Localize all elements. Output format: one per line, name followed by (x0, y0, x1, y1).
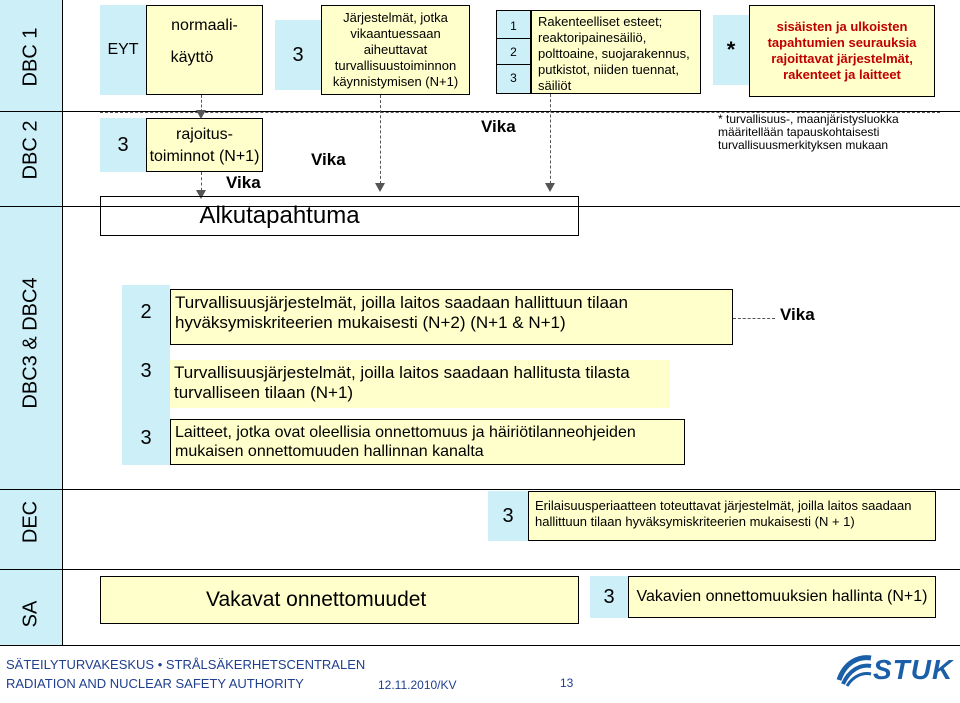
restrictive-functions-box (146, 118, 263, 172)
structural-barriers-box: Rakenteelliset esteet; reaktoripainesäiliö, polttoaine, suojarakennus, putkistot, niiden tuennat, säiliöt (531, 10, 701, 94)
structures-number-2: 2 (510, 44, 517, 59)
stuk-logo-icon (835, 652, 875, 688)
band-label-dbc34: DBC3 & DBC4 (19, 277, 42, 409)
row-number: 3 (140, 426, 152, 449)
star-box: * (713, 15, 749, 85)
band-label-dbc1: DBC 1 (19, 27, 42, 87)
structures-number-column (496, 10, 531, 94)
connector-arrow (375, 183, 385, 192)
restrictive-line2: toiminnot (N+1) (149, 148, 260, 165)
class-number-box: 3 (100, 118, 146, 172)
connector-line (733, 318, 775, 319)
consequence-limiting-box: sisäisten ja ulkoisten tapahtumien seurauksia rajoittavat järjestelmät, rakenteet ja laitteet (749, 5, 935, 97)
safety-systems-controlled-box: Turvallisuusjärjestelmät, joilla laitos saadaan hallittuun tilaan hyväksymiskriteerien mukaisesti (N+2) (N+1 & N+1) (170, 289, 733, 345)
footer-org-line2: RADIATION AND NUCLEAR SAFETY AUTHORITY (6, 676, 304, 691)
footer-date: 12.11.2010/KV (378, 678, 457, 692)
systems-failure-box: Järjestelmät, jotka vikaantuessaan aiheuttavat turvallisuustoiminnon käynnistymisen (N+1) (321, 5, 470, 95)
band-divider (0, 645, 960, 646)
structures-number-3: 3 (510, 70, 517, 85)
star-footnote: * turvallisuus-, maanjäristysluokka määritellään tapauskohtaisesti turvallisuusmerkityksen mukaan (718, 112, 899, 152)
row-number: 3 (140, 359, 152, 382)
band-divider (0, 569, 960, 570)
band-label-dec: DEC (19, 500, 42, 544)
failure-label: Vika (481, 117, 516, 136)
restrictive-line1: rajoitus- (176, 126, 233, 143)
severe-accidents-box: Vakavat onnettomuudet (100, 576, 579, 624)
accident-management-equipment-box: Laitteet, jotka ovat oleellisia onnettomuus ja häiriötilanneohjeiden mukaisen onnettomuuden hallinnan kanalta (170, 419, 685, 465)
dec-number-box: 3 (488, 491, 528, 541)
class-number-box: 3 (275, 20, 321, 90)
footer-page-number: 13 (560, 676, 574, 690)
initiating-event-box: Alkutapahtuma (100, 196, 579, 236)
normal-operation-box (146, 5, 263, 95)
failure-label: Vika (780, 305, 815, 324)
normal-operation-line1: normaali- (171, 17, 238, 34)
severe-accident-management-box: Vakavien onnettomuuksien hallinta (N+1) (628, 576, 936, 618)
structures-number-1: 1 (510, 18, 517, 33)
band-divider (0, 489, 960, 490)
diversity-systems-box: Erilaisuusperiaatteen toteuttavat järjestelmät, joilla laitos saadaan hallittuun tilaan hyväksymiskriteerien mukaisesti (N + 1) (528, 491, 936, 541)
normal-operation-line2: käyttö (170, 49, 214, 66)
stuk-logo (835, 650, 954, 690)
structures-divider (496, 64, 531, 65)
connector-arrow (545, 183, 555, 192)
band-label-dbc2: DBC 2 (19, 120, 42, 180)
sa-number-box: 3 (590, 576, 628, 618)
stuk-logo-text: STUK (873, 654, 954, 685)
connector-line (100, 112, 940, 113)
footer-org-line1: SÄTEILYTURVAKESKUS • STRÅLSÄKERHETSCENTRALEN (6, 657, 366, 672)
eyt-box: EYT (100, 5, 146, 95)
safety-systems-safe-box: Turvallisuusjärjestelmät, joilla laitos saadaan hallitusta tilasta turvalliseen tilaan (N+1) (170, 360, 670, 408)
connector-line (380, 95, 381, 189)
failure-label: Vika (311, 150, 346, 169)
structures-divider (496, 38, 531, 39)
connector-line (550, 94, 551, 189)
band-label-sa: SA (19, 600, 42, 628)
row-number: 2 (140, 300, 152, 323)
failure-label: Vika (226, 173, 261, 192)
